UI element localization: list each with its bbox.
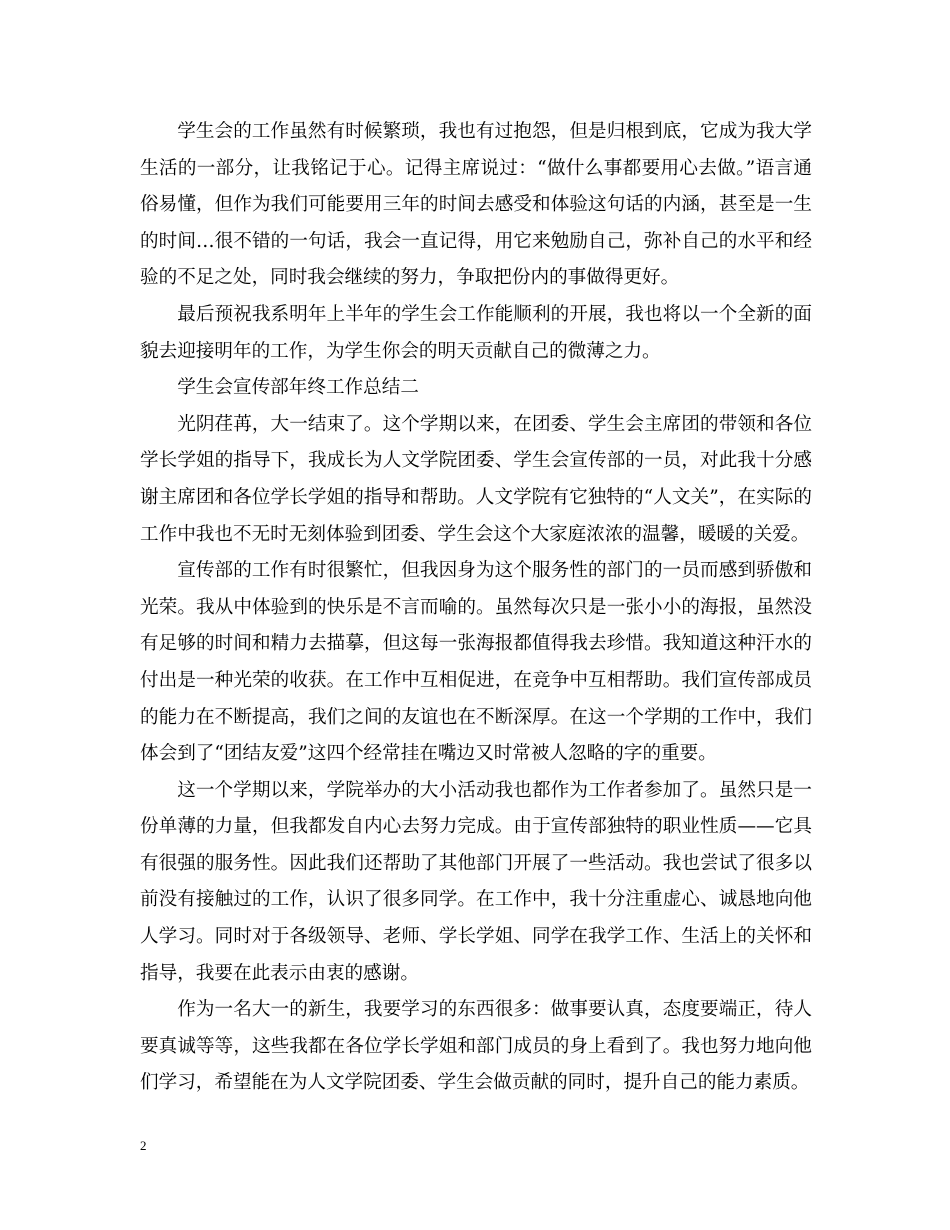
paragraph-5: 这一个学期以来，学院举办的大小活动我也都作为工作者参加了。虽然只是一份单薄的力量，但我都发自内心去努力完成。由于宣传部独特的职业性质——它具有很强的服务性。因此我们还帮助了其他部门开展了一些活动。我也尝试了很多以前没有接触过的工作，认识了很多同学。在工作中，我十分注重虚心、诚恳地向他人学习。同时对于各级领导、老师、学长学姐、同学在我学工作、生活上的关怀和指导，我要在此表示由衷的感谢。 bbox=[140, 779, 812, 984]
paragraph-4: 宣传部的工作有时很繁忙，但我因身为这个服务性的部门的一员而感到骄傲和光荣。我从中体验到的快乐是不言而喻的。虽然每次只是一张小小的海报，虽然没有足够的时间和精力去描摹，但这每一张海报都值得我去珍惜。我知道这种汗水的付出是一种光荣的收获。在工作中互相促进，在竞争中互相帮助。我们宣传部成员的能力在不断提高，我们之间的友谊也在不断深厚。在这一个学期的工作中，我们体会到了“团结友爱”这四个经常挂在嘴边又时常被人忽略的字的重要。 bbox=[140, 560, 812, 765]
page-number: 2 bbox=[140, 1138, 147, 1153]
section-heading: 学生会宣传部年终工作总结二 bbox=[177, 377, 419, 399]
paragraph-2: 最后预祝我系明年上半年的学生会工作能顺利的开展，我也将以一个全新的面貌去迎接明年的工作，为学生你会的明天贡献自己的微薄之力。 bbox=[140, 303, 812, 362]
paragraph-1: 学生会的工作虽然有时候繁琐，我也有过抱怨，但是归根到底，它成为我大学生活的一部分，让我铭记于心。记得主席说过：“做什么事都要用心去做。”语言通俗易懂，但作为我们可能要用三年的时间去感受和体验这句话的内涵，甚至是一生的时间…很不错的一句话，我会一直记得，用它来勉励自己，弥补自己的水平和经验的不足之处，同时我会继续的努力，争取把份内的事做得更好。 bbox=[140, 121, 812, 289]
document-body bbox=[140, 114, 812, 1102]
paragraph-6: 作为一名大一的新生，我要学习的东西很多：做事要认真，态度要端正，待人要真诚等等，这些我都在各位学长学姐和部门成员的身上看到了。我也努力地向他们学习，希望能在为人文学院团委、学生会做贡献的同时，提升自己的能力素质。 bbox=[140, 999, 812, 1094]
paragraph-3: 光阴荏苒，大一结束了。这个学期以来，在团委、学生会主席团的带领和各位学长学姐的指导下，我成长为人文学院团委、学生会宣传部的一员，对此我十分感谢主席团和各位学长学姐的指导和帮助。人文学院有它独特的“人文关”，在实际的工作中我也不无时无刻体验到团委、学生会这个大家庭浓浓的温馨，暖暖的关爱。 bbox=[140, 413, 812, 545]
